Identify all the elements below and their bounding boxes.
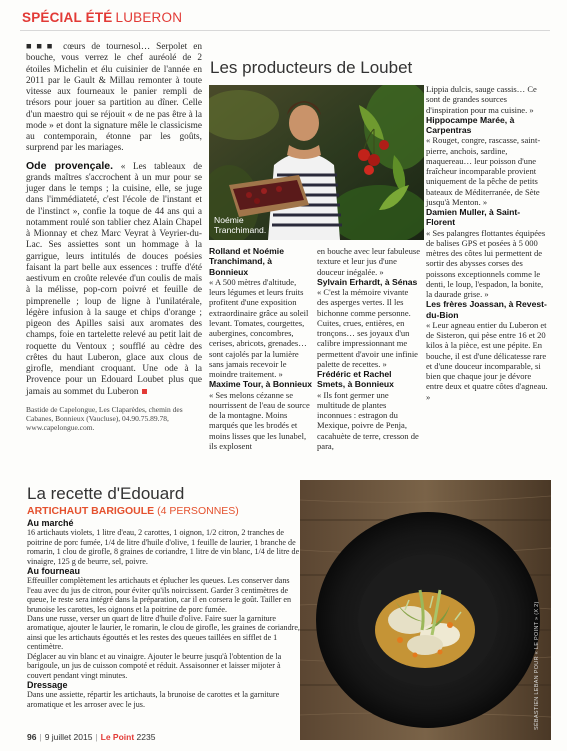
producer-name: Frédéric et Rachel Smets, à Bonnieux (317, 369, 394, 390)
recipe-name: ARTICHAUT BARIGOULE (27, 505, 155, 517)
producer-quote: « Ses palangres flottantes équipées de balises GPS et posées à 5 000 mètres des côtes lui permettent de sortir des abysses corses des poissons exceptionnels comme le denti, le loup, l'espadon, la bonite, la daurade grise. » (426, 227, 546, 299)
restaurant-address: Bastide de Capelongue, Les Claparèdes, chemin des Cabanes, Bonnieux (Vaucluse), 04.90.75.89.78, www.capelongue.com. (26, 405, 183, 433)
producer-entry (426, 299, 549, 402)
article-column (26, 42, 202, 404)
producer-entry (209, 379, 312, 451)
recipe-subheading: Dressage (27, 679, 68, 690)
recipe-step: Déglacer au vin blanc et au vinaigre. Ajouter le beurre jusqu'à l'obtention de la barigoule, un jus de cuisson compoté et réduit. Assaisonner et laisser mijoter à couvert pendant vingt minutes. (27, 651, 282, 680)
producer-entry (317, 277, 420, 369)
lead-mark: ■■■ (26, 42, 58, 52)
photo-credit (534, 580, 544, 730)
producer-quote: « Rouget, congre, rascasse, saint-pierre, anchois, sardine, maquereau… leur poisson d'une fraîcheur incomparable provient uniquement de la pêche de petits bateaux de Méditerranée, de Sète jusqu'à Menton. » (426, 135, 541, 207)
producer-name: Rolland et Noémie Tranchimand, à Bonnieux (209, 246, 284, 277)
producer-entry (426, 207, 549, 299)
producer-quote: « A 500 mètres d'altitude, leurs légumes et leurs fruits profitent d'une exposition extraordinaire grâce au soleil levant. Tomates, courgettes, aubergines, concombres, cerises, abricots, grenades… sont cajolés par la lumière sans jamais recevoir le moindre traitement. » (209, 276, 309, 379)
article-paragraph (26, 161, 202, 398)
producer-name: Maxime Tour, à Bonnieux (209, 379, 312, 390)
producer-name: Les frères Joassan, à Revest-du-Bion (426, 299, 547, 320)
footer-separator: | (39, 732, 42, 742)
recipe-heading (27, 505, 239, 517)
footer-separator: | (95, 732, 98, 742)
recipe-title: La recette d'Edouard (27, 484, 185, 503)
producer-name: Hippocampe Marée, à Carpentras (426, 114, 515, 135)
section-header (22, 10, 182, 25)
producer-quote: « Ils font germer une multitude de plantes inconnues : estragon du Mexique, poivre de Penja, cacahuète de terre, cresson de para, (317, 389, 419, 451)
recipe-servings: (4 PERSONNES) (157, 505, 239, 517)
section-title: SPÉCIAL ÉTÉ (22, 10, 113, 25)
recipe-step: Dans une russe, verser un quart de litre d'huile d'olive. Faire suer la garniture aromatique, ajouter le laurier, le romarin, le clou de girofle, les graines de coriandre, ainsi que les artichauts égouttés et les restes des queues taillées en sifflet de 1 centimètre. (27, 614, 300, 652)
producer-quote: Lippia dulcis, sauge cassis… Ce sont de grandes sources d'inspiration pour ma cuisine. » (426, 84, 537, 115)
producer-entry (317, 246, 420, 277)
producers-title: Les producteurs de Loubet (210, 58, 413, 77)
photo-credit-text: SÉBASTIEN LEBAN POUR « LE POINT » (X 2) (534, 601, 540, 730)
issue-number: 2235 (136, 732, 156, 742)
article-paragraph (26, 42, 202, 155)
producer-quote: « C'est la mémoire vivante des asperges vertes. Il les bichonne comme personne. Cuites, crues, entières, en tronçons… ses joyaux d'un calibre impressionnant me permettent d'avoir une infinie palette de recettes. » (317, 287, 418, 369)
recipe-body (27, 518, 302, 709)
article-subheading: Ode provençale. (26, 159, 114, 172)
producer-quote: « Leur agneau entier du Luberon et de Sisteron, qui pèse entre 16 et 20 kilos à la pièce, est une pépite. En bouche, il est d'une délicatesse rare et d'une douceur incomparable, si bien que chaque jour je dévore entre deux et quatre côtes d'agneau. » (426, 319, 548, 402)
dish-photo-illustration (300, 480, 551, 740)
page-number: 96 (27, 732, 37, 742)
issue-date: 9 juillet 2015 (44, 732, 93, 742)
page-footer (27, 732, 155, 742)
article-text-1: cœurs de tournesol… Serpolet en bouche, vous verrez le chef auréolé de 2 étoiles Michelin et élu cuisinier de l'année en 2011 par le Gault & Millau remonter à toute vitesse aux fourneaux le panier rempli de trésors pour jouer sa partition au dîner. Celle d'un maestro qui se réjouit « de ne pas être à la mode » et dont la signature mêle le classicisme au contemporain, étonne par les goûts, surprend par les mariages. (26, 42, 202, 154)
producer-entry (209, 246, 312, 379)
producer-name: Sylvain Erhardt, à Sénas (317, 276, 418, 287)
section-subtitle: LUBERON (115, 10, 183, 25)
recipe-step: Dans une assiette, répartir les artichauts, la brunoise de carottes et la garniture aromatique et les arroser avec le jus. (27, 690, 280, 709)
recipe-step: Effeuiller complètement les artichauts et éplucher les queues. Les conserver dans l'eau avec du jus de citron, pour éviter qu'ils noircissent. Garder 3 centimètres de queue, le reste sera intégré dans la préparation, car il en corsera le goût. Tailler en brunoise les carottes, les oignons et la poitrine de porc fumée. (27, 576, 292, 614)
recipe-subheading: Au marché (27, 518, 74, 528)
producer-quote: en bouche avec leur fabuleuse texture et leur jus d'une douceur inégalée. » (317, 246, 420, 277)
photo-caption-line: Noémie (214, 215, 244, 225)
photo-caption-line: Tranchimand. (214, 225, 267, 235)
producers-column-2 (317, 246, 420, 451)
recipe-ingredients: 16 artichauts violets, 1 litre d'eau, 2 carottes, 1 oignon, 1/2 citron, 2 tranches de poitrine de porc fumée, 1/4 de litre d'huile d'olive, 1 feuille de laurier, 1 branche de romarin, 1 clou de girofle, 8 graines de coriandre, 1 litre de vin blanc, 1/4 de litre de vinaigre, 125 g de beurre, sel, poivre. (27, 528, 300, 566)
producers-column-1 (209, 246, 312, 451)
magazine-brand: Le Point (100, 732, 135, 742)
article-text-2: « Les tableaux de grands maîtres s'accrochent à un mur pour se juger dans le temps ; la cuisine, elle, se juge dans l'immédiateté, c'est l'école de l'instant et de l'instinct », confie la toque de 44 ans qui a notamment roulé son tablier chez Alain Chapel à Mionnay et chez Marc Veyrat à Veyrier-du-Lac. Ses assiettes sont un hommage à la garrigue, leurs intitulés de douces poésies faisant la part belle aux essences : truffe d'été aestivum en croûte relevée d'un coulis de maïs à la mélisse, pop-corn poivré et feuille de pimprenelle ; loup de ligne à l'unilatérale, légère infusion à la sauge et chips d'orange ; pigeon des Apilles saisi aux aromates des champs, foie en tartelette relevé au petit lait de roquette du Ventoux ; soufflé au cèdre des crêtes du haut Luberon, glace aux clous de girofle, mendiant croquant. Une ode à la Provence pour un Edouard Loubet plus que jamais au sommet du Luberon (26, 161, 202, 397)
producer-quote: « Ses melons cézanne se nourrissent de l'eau de source de la montagne. Moins marqués que les brodés et moins lisses que les lunabel, ils explosent (209, 389, 310, 451)
end-mark-icon (142, 389, 147, 394)
producer-entry (426, 84, 549, 115)
dish-photo (300, 480, 551, 740)
producer-entry (426, 115, 549, 207)
recipe-subheading: Au fourneau (27, 566, 80, 577)
header-divider (20, 30, 550, 31)
producers-column-3 (426, 84, 549, 402)
producer-entry (317, 369, 420, 451)
producer-name: Damien Muller, à Saint-Florent (426, 207, 521, 228)
photo-caption (214, 215, 266, 235)
